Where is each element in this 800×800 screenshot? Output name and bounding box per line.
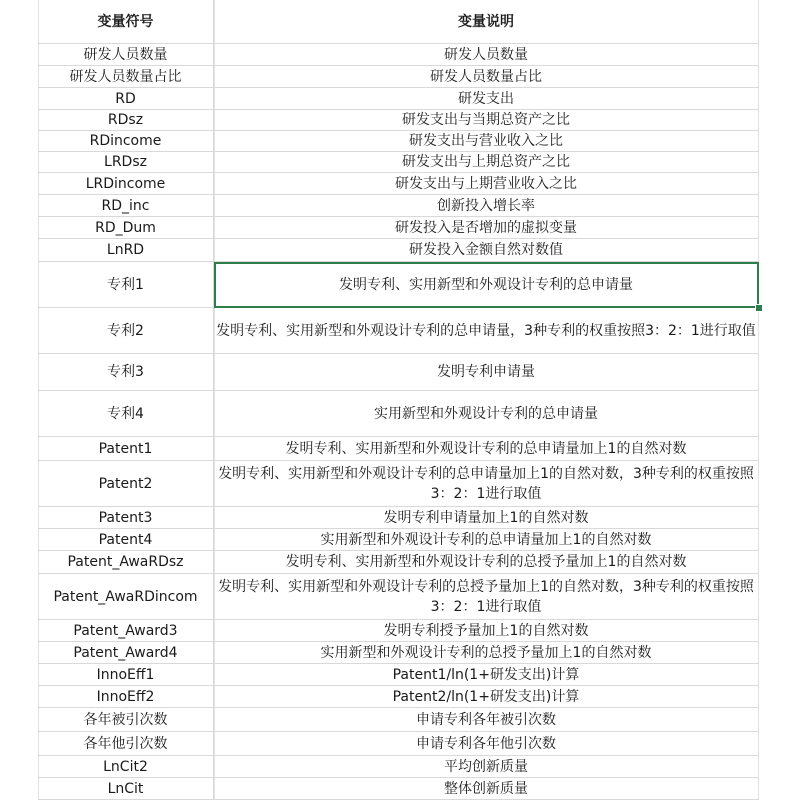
symbol-cell[interactable]: RD_inc: [38, 195, 214, 216]
description-cell[interactable]: 发明专利授予量加上1的自然对数: [383, 622, 589, 639]
symbol-cell[interactable]: 研发人员数量占比: [38, 66, 214, 87]
table-row: [38, 110, 758, 131]
table-row: [38, 529, 758, 551]
symbol-cell[interactable]: 研发人员数量: [38, 44, 214, 65]
symbol-cell[interactable]: LRDsz: [38, 152, 214, 172]
description-cell[interactable]: 发明专利申请量: [437, 364, 535, 380]
symbol-cell[interactable]: 专利4: [38, 391, 214, 436]
description-cell[interactable]: 发明专利、实用新型和外观设计专利的总授予量加上1的自然对数，3种专利的权重按照3：2：1进行取值: [218, 578, 754, 615]
description-cell[interactable]: Patent2/ln(1+研发支出)计算: [392, 688, 580, 705]
description-cell[interactable]: 研发投入是否增加的虚拟变量: [395, 219, 577, 236]
table-row: [38, 756, 758, 778]
table-row: [38, 391, 758, 437]
description-cell[interactable]: 整体创新质量: [444, 780, 528, 797]
symbol-cell[interactable]: LnCit2: [38, 756, 214, 777]
description-cell[interactable]: 发明专利申请量加上1的自然对数: [383, 509, 589, 526]
symbol-cell[interactable]: Patent_Award4: [38, 642, 214, 663]
table-row: [38, 686, 758, 708]
symbol-cell[interactable]: RDincome: [38, 131, 214, 151]
description-cell[interactable]: 发明专利、实用新型和外观设计专利的总申请量加上1的自然对数: [285, 440, 687, 457]
table-row: [38, 574, 758, 620]
table-row: [38, 778, 758, 800]
table-row: [38, 131, 758, 152]
description-cell[interactable]: 研发支出与当期总资产之比: [402, 112, 570, 128]
table-row: [38, 642, 758, 664]
description-cell[interactable]: 研发支出: [458, 90, 514, 107]
description-cell[interactable]: Patent1/ln(1+研发支出)计算: [392, 666, 580, 683]
table-row: [38, 308, 758, 354]
symbol-cell[interactable]: Patent_Award3: [38, 620, 214, 641]
header-cell-symbol[interactable]: 变量符号: [38, 0, 214, 43]
symbol-cell[interactable]: InnoEff2: [38, 686, 214, 707]
symbol-cell[interactable]: RD: [38, 88, 214, 109]
description-cell[interactable]: 研发支出与上期总资产之比: [402, 154, 570, 170]
table-row: [38, 173, 758, 195]
symbol-cell[interactable]: Patent_AwaRDsz: [38, 551, 214, 573]
description-cell[interactable]: 研发投入金额自然对数值: [409, 242, 563, 258]
description-cell[interactable]: 研发人员数量占比: [430, 68, 542, 85]
symbol-cell[interactable]: 各年他引次数: [38, 732, 214, 755]
table-row: [38, 66, 758, 88]
description-cell[interactable]: 发明专利、实用新型和外观设计专利的总授予量加上1的自然对数: [285, 554, 687, 570]
table-row: [38, 620, 758, 642]
table-row: [38, 664, 758, 686]
table-row: [38, 732, 758, 756]
header-cell-description[interactable]: 变量说明: [458, 13, 514, 30]
description-cell[interactable]: 实用新型和外观设计专利的总申请量: [374, 405, 598, 422]
column-gridline: [758, 0, 759, 800]
table-row: [38, 354, 758, 391]
description-cell[interactable]: 发明专利、实用新型和外观设计专利的总申请量: [339, 276, 633, 293]
description-cell[interactable]: 研发支出与营业收入之比: [409, 133, 563, 149]
symbol-cell[interactable]: Patent_AwaRDincom: [38, 574, 214, 619]
symbol-cell[interactable]: RDsz: [38, 110, 214, 130]
fill-handle[interactable]: [755, 304, 763, 312]
description-cell[interactable]: 创新投入增长率: [437, 197, 535, 214]
description-cell[interactable]: 研发支出与上期营业收入之比: [395, 175, 577, 192]
table-row: [38, 262, 758, 308]
table-row: [38, 551, 758, 574]
table-row: [38, 88, 758, 110]
table-row: [38, 217, 758, 239]
symbol-cell[interactable]: LnCit: [38, 778, 214, 799]
table-header-row: [38, 0, 758, 44]
table-row: [38, 44, 758, 66]
symbol-cell[interactable]: Patent1: [38, 437, 214, 460]
symbol-cell[interactable]: 专利2: [38, 308, 214, 353]
table-row: [38, 507, 758, 529]
description-cell[interactable]: 平均创新质量: [444, 758, 528, 775]
symbol-cell[interactable]: LRDincome: [38, 173, 214, 194]
description-cell[interactable]: 实用新型和外观设计专利的总申请量加上1的自然对数: [320, 531, 652, 548]
symbol-cell[interactable]: 专利3: [38, 354, 214, 390]
description-cell[interactable]: 发明专利、实用新型和外观设计专利的总申请量，3种专利的权重按照3：2：1进行取值: [216, 322, 756, 339]
table-row: [38, 437, 758, 461]
description-cell[interactable]: 申请专利各年被引次数: [416, 711, 556, 728]
description-cell[interactable]: 实用新型和外观设计专利的总授予量加上1的自然对数: [320, 644, 652, 661]
table-row: [38, 152, 758, 173]
symbol-cell[interactable]: LnRD: [38, 239, 214, 261]
symbol-cell[interactable]: InnoEff1: [38, 664, 214, 685]
table-row: [38, 195, 758, 217]
symbol-cell[interactable]: Patent4: [38, 529, 214, 550]
symbol-cell[interactable]: Patent3: [38, 507, 214, 528]
table-row: [38, 239, 758, 262]
description-cell[interactable]: 发明专利、实用新型和外观设计专利的总申请量加上1的自然对数，3种专利的权重按照3：2：1进行取值: [218, 465, 754, 502]
table-row: [38, 461, 758, 507]
table-row: [38, 708, 758, 732]
description-cell[interactable]: 研发人员数量: [444, 46, 528, 63]
symbol-cell[interactable]: Patent2: [38, 461, 214, 506]
symbol-cell[interactable]: 各年被引次数: [38, 708, 214, 731]
description-cell[interactable]: 申请专利各年他引次数: [416, 735, 556, 752]
symbol-cell[interactable]: RD_Dum: [38, 217, 214, 238]
symbol-cell[interactable]: 专利1: [38, 262, 214, 307]
